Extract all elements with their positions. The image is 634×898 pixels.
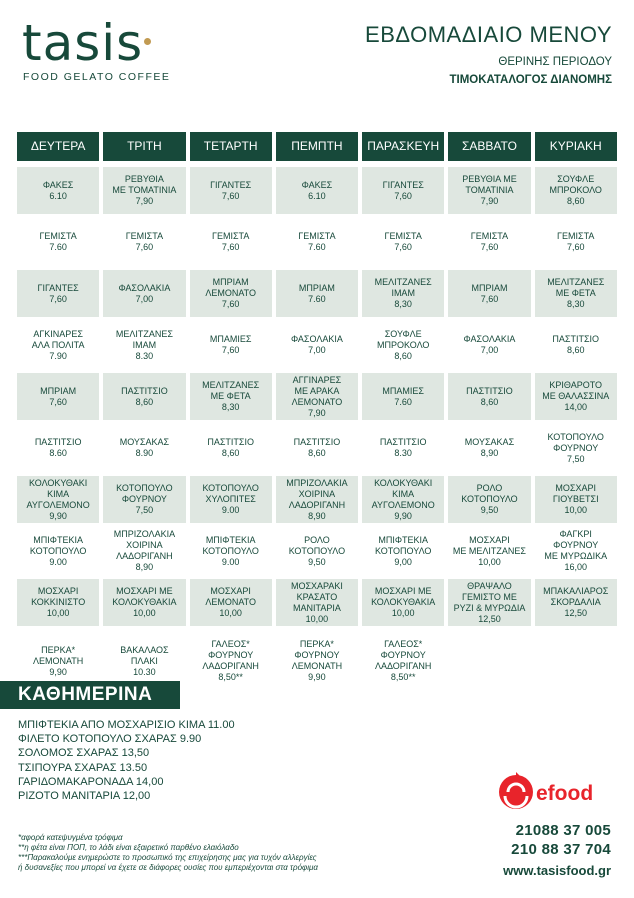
dish-price: 8.30	[135, 350, 154, 361]
dish-price: 7,60	[135, 242, 154, 252]
menu-cell	[448, 373, 530, 420]
menu-cell	[276, 373, 358, 420]
dish-name: ΦΑΣΟΛΑΚΙΑ	[291, 334, 343, 344]
dish-price: 9,50	[480, 505, 499, 515]
menu-cell	[17, 322, 99, 368]
dish-name: ΓΑΛΕΟΣ* ΦΟΥΡΝΟΥ ΛΑΔΟΡΙΓΑΝΗ	[374, 639, 432, 671]
dish-name: ΡΟΛΟ ΚΟΤΟΠΟΥΛΟ	[288, 534, 346, 556]
daily-list	[18, 718, 235, 803]
dish-name: ΜΠΑΚΑΛΙΑΡΟΣ ΣΚΟΡΔΑΛΙΑ	[543, 586, 609, 607]
dish-price: 8,60	[566, 345, 585, 355]
menu-cell	[362, 219, 444, 265]
brand-logo	[22, 14, 172, 83]
dish-price: 9,00	[394, 556, 412, 567]
daily-item: ΦΙΛΕΤΟ ΚΟΤΟΠΟΥΛΟ ΣΧΑΡΑΣ 9.90	[18, 733, 202, 746]
dish-price: 12,50	[564, 608, 587, 618]
dish-name: ΠΑΣΤΙΤΣΙΟ	[121, 385, 168, 396]
day-header: ΠΑΡΑΣΚΕΥΗ	[362, 132, 444, 161]
menu-cell	[103, 373, 185, 420]
footnote: **η φέτα είναι ΠΟΠ, το λάδι είναι εξαιρετικό παρθένο ελαιόλαδο	[18, 843, 239, 852]
dish-price: 7,00	[308, 345, 326, 355]
dish-name: ΠΑΣΤΙΤΣΙΟ	[34, 437, 82, 447]
efood-text: efood	[536, 782, 594, 805]
dish-name: ΜΕΛΙΤΖΑΝΕΣ ΜΕ ΦΕΤΑ	[202, 380, 260, 401]
menu-cell	[362, 425, 444, 471]
dish-price: 7,90	[135, 196, 154, 206]
dish-name: ΜΠΙΦΤΕΚΙΑ ΚΟΤΟΠΟΥΛΟ	[29, 534, 87, 556]
menu-cell	[103, 322, 185, 368]
menu-cell	[535, 219, 617, 265]
daily-item: ΤΣΙΠΟΥΡΑ ΣΧΑΡΑΣ 13.50	[18, 761, 148, 774]
header	[365, 22, 612, 86]
dish-name: ΣΟΥΦΛΕ ΜΠΡΟΚΟΛΟ	[549, 174, 602, 195]
menu-cell	[190, 167, 272, 214]
menu-cell	[17, 219, 99, 265]
menu-cell	[448, 167, 530, 214]
dish-name: ΚΟΤΟΠΟΥΛΟ ΦΟΥΡΝΟΥ	[116, 483, 173, 504]
menu-cell	[17, 270, 99, 317]
menu-cell	[17, 579, 99, 626]
dish-price: 9,90	[49, 666, 67, 677]
daily-item: ΓΑΡΙΔΟΜΑΚΑΡΟΝΑΔΑ 14,00	[18, 775, 164, 788]
menu-cell	[535, 528, 617, 574]
menu-cell	[448, 528, 530, 574]
day-header: ΠΕΜΠΤΗ	[276, 132, 358, 161]
dish-name: ΜΠΡΙΑΜ	[471, 282, 508, 293]
dish-price: 10,00	[564, 505, 587, 515]
dish-name: ΠΑΣΤΙΤΣΙΟ	[293, 437, 341, 447]
menu-cell	[190, 476, 272, 523]
dish-name: ΡΕΒΥΘΙΑ ΜΕ ΤΟΜΑΤΙΝΙΑ	[112, 174, 177, 195]
dish-price: 8,30	[221, 402, 240, 412]
footnote: ***Παρακαλούμε ενημερώστε το προσωπικό της επιχείρησης μας για τυχόν αλλεργίες	[18, 853, 317, 862]
dish-name: ΚΟΤΟΠΟΥΛΟ ΧΥΛΟΠΙΤΕΣ	[202, 483, 259, 504]
dish-name: ΜΟΣΧΑΡΙ ΜΕ ΜΕΛΙΤΖΑΝΕΣ	[452, 534, 526, 556]
dish-price: 7,00	[135, 293, 154, 304]
menu-cell	[535, 322, 617, 368]
menu-cell	[276, 425, 358, 471]
brand-name: tasis	[22, 14, 144, 72]
dish-price: 8.60	[49, 448, 67, 458]
dish-name: ΠΑΣΤΙΤΣΙΟ	[207, 437, 254, 447]
dish-price: 7,00	[480, 345, 499, 355]
dish-price: 8,60	[566, 196, 585, 206]
dish-name: ΡΕΒΥΘΙΑ ΜΕ ΤΟΜΑΤΙΝΙΑ	[462, 174, 517, 195]
menu-cell	[190, 528, 272, 574]
dish-price: 9,50	[308, 556, 326, 567]
menu-cell	[17, 425, 99, 471]
dish-name: ΜΟΣΧΑΡΙ ΓΙΟΥΒΕΤΣΙ	[552, 483, 599, 504]
menu-cell	[276, 476, 358, 523]
dish-price: 10,00	[46, 608, 70, 618]
phone-1[interactable]: 21088 37 005	[515, 822, 611, 839]
dish-price: 7,60	[480, 293, 499, 304]
dish-price: 9,90	[394, 510, 412, 521]
dish-price: 8,60	[480, 396, 499, 407]
menu-cell	[448, 219, 530, 265]
dish-name: ΣΟΥΦΛΕ ΜΠΡΟΚΟΛΟ	[377, 328, 430, 350]
menu-cell	[362, 579, 444, 626]
dish-price: 16,00	[564, 562, 587, 572]
dish-price: 9,90	[308, 672, 326, 682]
efood-icon	[496, 770, 536, 812]
dish-price: 9.00	[221, 505, 240, 515]
menu-cell	[448, 425, 530, 471]
dish-name: ΜΠΡΙΑΜ	[298, 282, 335, 293]
dish-price: 8,60	[394, 350, 412, 361]
pricelist-label: ΤΙΜΟΚΑΤΑΛΟΓΟΣ ΔΙΑΝΟΜΗΣ	[449, 74, 612, 86]
dish-name: ΦΑΣΟΛΑΚΙΑ	[118, 282, 171, 293]
menu-cell	[103, 528, 185, 574]
dish-name: ΘΡΑΨΑΛΟ ΓΕΜΙΣΤΟ ΜΕ ΡΥΖΙ & ΜΥΡΩΔΙΑ	[453, 580, 526, 613]
menu-cell	[362, 167, 444, 214]
dish-name: ΦΑΣΟΛΑΚΙΑ	[463, 334, 516, 344]
dish-price: 8,60	[308, 448, 326, 458]
menu-cell	[276, 270, 358, 317]
dish-price: 9,90	[49, 510, 67, 521]
dish-price: 8,50**	[218, 672, 243, 682]
dish-price: 8,30	[394, 299, 412, 309]
dish-price: 7,90	[480, 196, 499, 206]
phone-2[interactable]: 210 88 37 704	[511, 841, 611, 858]
dish-price: 10,00	[133, 608, 156, 618]
dish-price: 10,00	[305, 613, 329, 624]
dish-name: ΓΕΜΙΣΤΑ	[298, 231, 336, 241]
menu-cell	[535, 373, 617, 420]
dish-name: ΜΟΣΧΑΡΙ ΜΕ ΚΟΛΟΚΥΘΑΚΙΑ	[112, 586, 177, 607]
menu-cell	[103, 270, 185, 317]
dish-name: ΚΟΛΟΚΥΘΑΚΙ ΚΙΜΑ ΑΥΓΟΛΕΜΟΝΟ	[371, 477, 435, 510]
menu-cell	[190, 579, 272, 626]
menu-cell	[103, 167, 185, 214]
dish-price: 7,60	[221, 345, 240, 355]
dish-price: 6.10	[49, 190, 67, 201]
dish-price: 7.90	[49, 350, 67, 361]
dish-name: ΜΟΣΧΑΡΑΚΙ ΚΡΑΣΑΤΟ ΜΑΝΙΤΑΡΙΑ	[290, 580, 343, 613]
weekly-menu-grid	[17, 132, 617, 691]
dish-name: ΠΑΣΤΙΤΣΙΟ	[379, 437, 427, 447]
menu-cell	[17, 528, 99, 574]
dish-name: ΑΓΓΙΝΑΡΕΣ ΜΕ ΑΡΑΚΑ ΛΕΜΟΝΑΤΟ	[291, 374, 343, 407]
dish-price: 8,60	[221, 448, 240, 458]
dish-name: ΜΟΣΧΑΡΙ ΛΕΜΟΝΑΤΟ	[205, 586, 256, 607]
dish-name: ΜΟΣΧΑΡΙ ΜΕ ΚΟΛΟΚΥΘΑΚΙΑ	[371, 586, 436, 607]
menu-cell	[362, 476, 444, 523]
menu-cell	[276, 322, 358, 368]
dish-price: 6.10	[308, 190, 326, 201]
dish-name: ΜΟΥΣΑΚΑΣ	[464, 437, 515, 447]
footnotes	[18, 833, 318, 873]
menu-cell	[448, 579, 530, 626]
menu-cell	[17, 373, 99, 420]
dish-price: 10,00	[219, 608, 242, 618]
dish-price: 8.90	[135, 448, 154, 458]
dish-name: ΑΓΚΙΝΑΡΕΣ ΑΛΑ ΠΟΛΙΤΑ	[31, 328, 85, 350]
menu-cell	[103, 579, 185, 626]
menu-cell	[362, 631, 444, 691]
dish-name: ΚΟΤΟΠΟΥΛΟ ΦΟΥΡΝΟΥ	[547, 431, 604, 453]
season-label: ΘΕΡΙΝΗΣ ΠΕΡΙΟΔΟΥ	[498, 56, 612, 68]
menu-cell	[103, 425, 185, 471]
dish-name: ΓΕΜΙΣΤΑ	[211, 231, 250, 241]
menu-cell	[17, 476, 99, 523]
dish-name: ΦΑΚΕΣ	[301, 179, 333, 190]
menu-cell	[276, 579, 358, 626]
dish-name: ΜΠΡΙΑΜ ΛΕΜΟΝΑΤΟ	[205, 277, 256, 298]
dish-price: 8.30	[394, 448, 412, 458]
dish-name: ΓΙΓΑΝΤΕΣ	[382, 179, 424, 190]
dish-price: 7,60	[221, 299, 240, 309]
dish-price: 7,60	[49, 293, 67, 304]
dish-name: ΜΠΙΦΤΕΚΙΑ ΚΟΤΟΠΟΥΛΟ	[374, 534, 432, 556]
menu-cell	[362, 270, 444, 317]
dish-name: ΜΕΛΙΤΖΑΝΕΣ ΙΜΑΜ	[374, 277, 432, 298]
dish-name: ΓΕΜΙΣΤΑ	[39, 231, 77, 241]
dish-price: 7,90	[308, 407, 326, 418]
menu-cell	[103, 476, 185, 523]
menu-cell	[535, 270, 617, 317]
dish-price: 7.60	[308, 242, 326, 252]
daily-item: ΡΙΖΟΤΟ ΜΑΝΙΤΑΡΙΑ 12,00	[18, 790, 151, 803]
menu-cell	[190, 270, 272, 317]
dish-name: ΜΠΑΜΙΕΣ	[382, 385, 424, 396]
daily-item: ΜΠΙΦΤΕΚΙΑ ΑΠΟ ΜΟΣΧΑΡΙΣΙΟ ΚΙΜΑ 11.00	[18, 719, 235, 731]
dish-name: ΜΠΑΜΙΕΣ	[209, 334, 252, 344]
dish-price: 7,60	[394, 190, 412, 201]
menu-cell	[535, 579, 617, 626]
menu-cell	[448, 322, 530, 368]
dish-price: 12,50	[478, 613, 501, 624]
dish-price: 7,60	[221, 190, 240, 201]
dish-price: 7,60	[480, 242, 499, 252]
dish-price: 7,50	[135, 505, 154, 515]
day-header: ΤΕΤΑΡΤΗ	[190, 132, 272, 161]
page-title: ΕΒΔΟΜΑΔΙΑΙΟ ΜΕΝΟΥ	[365, 22, 612, 47]
dish-price: 8,60	[135, 396, 154, 407]
footnote: *αφορά κατεψυγμένα τρόφιμα	[18, 833, 123, 842]
daily-section-title: ΚΑΘΗΜΕΡΙΝΑ	[0, 681, 180, 709]
dish-name: ΓΑΛΕΟΣ* ΦΟΥΡΝΟΥ ΛΑΔΟΡΙΓΑΝΗ	[202, 639, 259, 671]
dish-price: 7,60	[49, 396, 67, 407]
dish-price: 7,60	[566, 242, 585, 252]
menu-cell	[362, 322, 444, 368]
daily-item: ΣΟΛΟΜΟΣ ΣΧΑΡΑΣ 13,50	[18, 747, 150, 760]
dish-name: ΦΑΚΕΣ	[42, 179, 74, 190]
dish-price: 8,50**	[390, 672, 416, 682]
menu-cell	[362, 373, 444, 420]
dish-name: ΠΕΡΚΑ* ΦΟΥΡΝΟΥ ΛΕΜΟΝΑΤΗ	[291, 639, 343, 671]
menu-cell	[535, 425, 617, 471]
menu-cell	[190, 425, 272, 471]
menu-cell	[276, 631, 358, 691]
dish-price: 10,00	[478, 556, 501, 567]
menu-cell	[276, 219, 358, 265]
dish-price: 10,00	[391, 608, 415, 618]
day-header: ΣΑΒΒΑΤΟ	[448, 132, 530, 161]
efood-logo[interactable]	[496, 770, 611, 818]
logo-dot	[144, 38, 151, 45]
menu-cell	[276, 528, 358, 574]
menu-cell	[190, 219, 272, 265]
dish-name: ΓΕΜΙΣΤΑ	[384, 231, 422, 241]
dish-price: 7,60	[394, 242, 412, 252]
menu-cell	[190, 322, 272, 368]
dish-price: 8,30	[566, 299, 585, 309]
dish-price: 7.60	[49, 242, 67, 252]
dish-name: ΓΙΓΑΝΤΕΣ	[37, 282, 79, 293]
menu-cell	[103, 219, 185, 265]
dish-price: 8,90	[308, 510, 326, 521]
dish-name: ΓΕΜΙΣΤΑ	[125, 231, 164, 241]
dish-price: 10.30	[133, 666, 156, 677]
dish-price: 14,00	[564, 402, 587, 412]
dish-name: ΠΑΣΤΙΤΣΙΟ	[552, 334, 600, 344]
dish-name: ΜΕΛΙΤΖΑΝΕΣ ΜΕ ΦΕΤΑ	[547, 277, 605, 298]
dish-name: ΓΕΜΙΣΤΑ	[470, 231, 509, 241]
menu-cell	[535, 631, 617, 691]
dish-price: 7,60	[221, 242, 240, 252]
dish-price: 9.00	[221, 556, 240, 567]
dish-name: ΚΡΙΘΑΡΟΤΟ ΜΕ ΘΑΛΑΣΣΙΝΑ	[542, 380, 610, 401]
menu-cell	[190, 373, 272, 420]
dish-name: ΒΑΚΑΛΑΟΣ ΠΛΑΚΙ	[120, 644, 169, 666]
dish-name: ΜΟΥΣΑΚΑΣ	[119, 437, 170, 447]
menu-cell	[362, 528, 444, 574]
dish-name: ΠΑΣΤΙΤΣΙΟ	[466, 385, 513, 396]
dish-name: ΜΠΙΦΤΕΚΙΑ ΚΟΤΟΠΟΥΛΟ	[202, 534, 259, 556]
dish-price: 8,90	[135, 562, 154, 572]
website-link[interactable]: www.tasisfood.gr	[503, 863, 611, 878]
dish-name: ΜΠΡΙΖΟΛΑΚΙΑ ΧΟΙΡΙΝΑ ΛΑΔΟΡΙΓΑΝΗ	[286, 477, 348, 510]
dish-name: ΜΠΡΙΖΟΛΑΚΙΑ ΧΟΙΡΙΝΑ ΛΑΔΟΡΙΓΑΝΗ	[113, 529, 176, 561]
contacts	[503, 821, 611, 880]
menu-cell	[448, 476, 530, 523]
menu-cell	[535, 476, 617, 523]
dish-price: 7.60	[394, 396, 412, 407]
dish-name: ΡΟΛΟ ΚΟΤΟΠΟΥΛΟ	[461, 483, 518, 504]
dish-name: ΜΟΣΧΑΡΙ ΚΟΚΚΙΝΙΣΤΟ	[31, 586, 86, 607]
dish-price: 8,90	[480, 448, 499, 458]
menu-cell	[448, 631, 530, 691]
dish-name: ΓΕΜΙΣΤΑ	[557, 231, 595, 241]
menu-cell	[190, 631, 272, 691]
dish-price: 7.60	[308, 293, 326, 304]
day-header: ΤΡΙΤΗ	[103, 132, 185, 161]
dish-price: 9.00	[49, 556, 67, 567]
menu-cell	[535, 167, 617, 214]
dish-name: ΜΕΛΙΤΖΑΝΕΣ ΙΜΑΜ	[115, 328, 173, 350]
menu-cell	[17, 167, 99, 214]
dish-name: ΓΙΓΑΝΤΕΣ	[210, 179, 252, 190]
menu-cell	[276, 167, 358, 214]
footnote: ή δυσανεξίες που μπορεί να έχετε σε διάφορες ουσίες που εμπεριέχονται στα τρόφιμα	[18, 863, 318, 872]
dish-name: ΚΟΛΟΚΥΘΑΚΙ ΚΙΜΑ ΑΥΓΟΛΕΜΟΝΟ	[26, 477, 90, 510]
day-header: ΚΥΡΙΑΚΗ	[535, 132, 617, 161]
dish-name: ΦΑΓΚΡΙ ΦΟΥΡΝΟΥ ΜΕ ΜΥΡΩΔΙΚΑ	[544, 529, 608, 561]
day-header: ΔΕΥΤΕΡΑ	[17, 132, 99, 161]
menu-cell	[448, 270, 530, 317]
dish-price: 7,50	[566, 453, 585, 464]
dish-name: ΜΠΡΙΑΜ	[40, 385, 77, 396]
dish-name: ΠΕΡΚΑ* ΛΕΜΟΝΑΤΗ	[32, 644, 84, 666]
brand-tagline: FOOD GELATO COFFEE	[23, 71, 171, 83]
